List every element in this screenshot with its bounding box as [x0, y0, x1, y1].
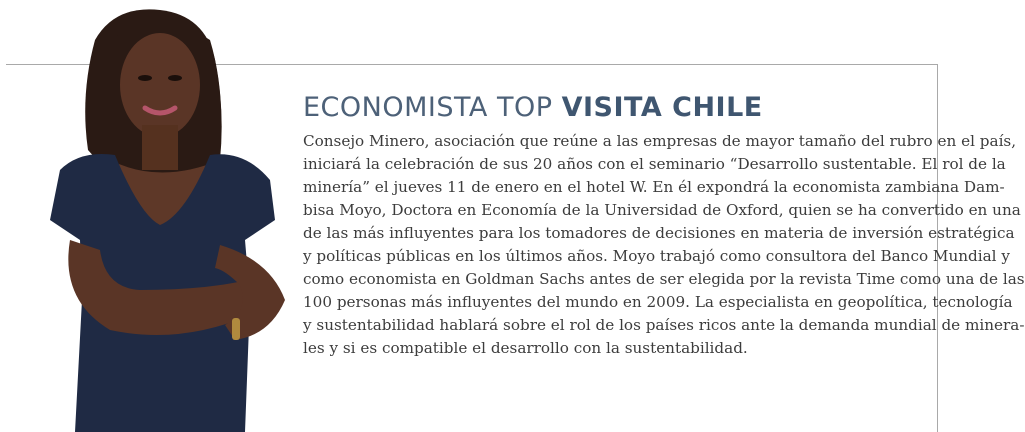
body-line: 100 personas más influyentes del mundo en 2009. La especialista en geopolítica, tecnología	[303, 293, 1013, 311]
body-line: minería” el jueves 11 de enero en el hotel W. En él expondrá la economista zambiana Dam-	[303, 178, 1005, 196]
portrait-photo	[20, 0, 310, 432]
body-line: Consejo Minero, asociación que reúne a las empresas de mayor tamaño del rubro en el país,	[303, 132, 1017, 150]
portrait-illustration	[20, 0, 310, 432]
body-line: y sustentabilidad hablará sobre el rol de los países ricos ante la demanda mundial de minera-	[303, 316, 1025, 334]
headline-bold: VISITA CHILE	[561, 92, 763, 123]
article-body	[303, 130, 1025, 360]
body-line: como economista en Goldman Sachs antes de ser elegida por la revista Time como una de las	[303, 270, 1025, 288]
headline-light: ECONOMISTA TOP	[303, 92, 553, 123]
body-line: bisa Moyo, Doctora en Economía de la Universidad de Oxford, quien se ha convertido en una	[303, 201, 1021, 219]
article-headline	[303, 92, 763, 123]
body-line: iniciará la celebración de sus 20 años con el seminario “Desarrollo sustentable. El rol de la	[303, 155, 1006, 173]
body-line: y políticas públicas en los últimos años. Moyo trabajó como consultora del Banco Mundial y	[303, 247, 1010, 265]
body-line: de las más influyentes para los tomadores de decisiones en materia de inversión estratégica	[303, 224, 1015, 242]
body-line: les y si es compatible el desarrollo con la sustentabilidad.	[303, 339, 748, 357]
